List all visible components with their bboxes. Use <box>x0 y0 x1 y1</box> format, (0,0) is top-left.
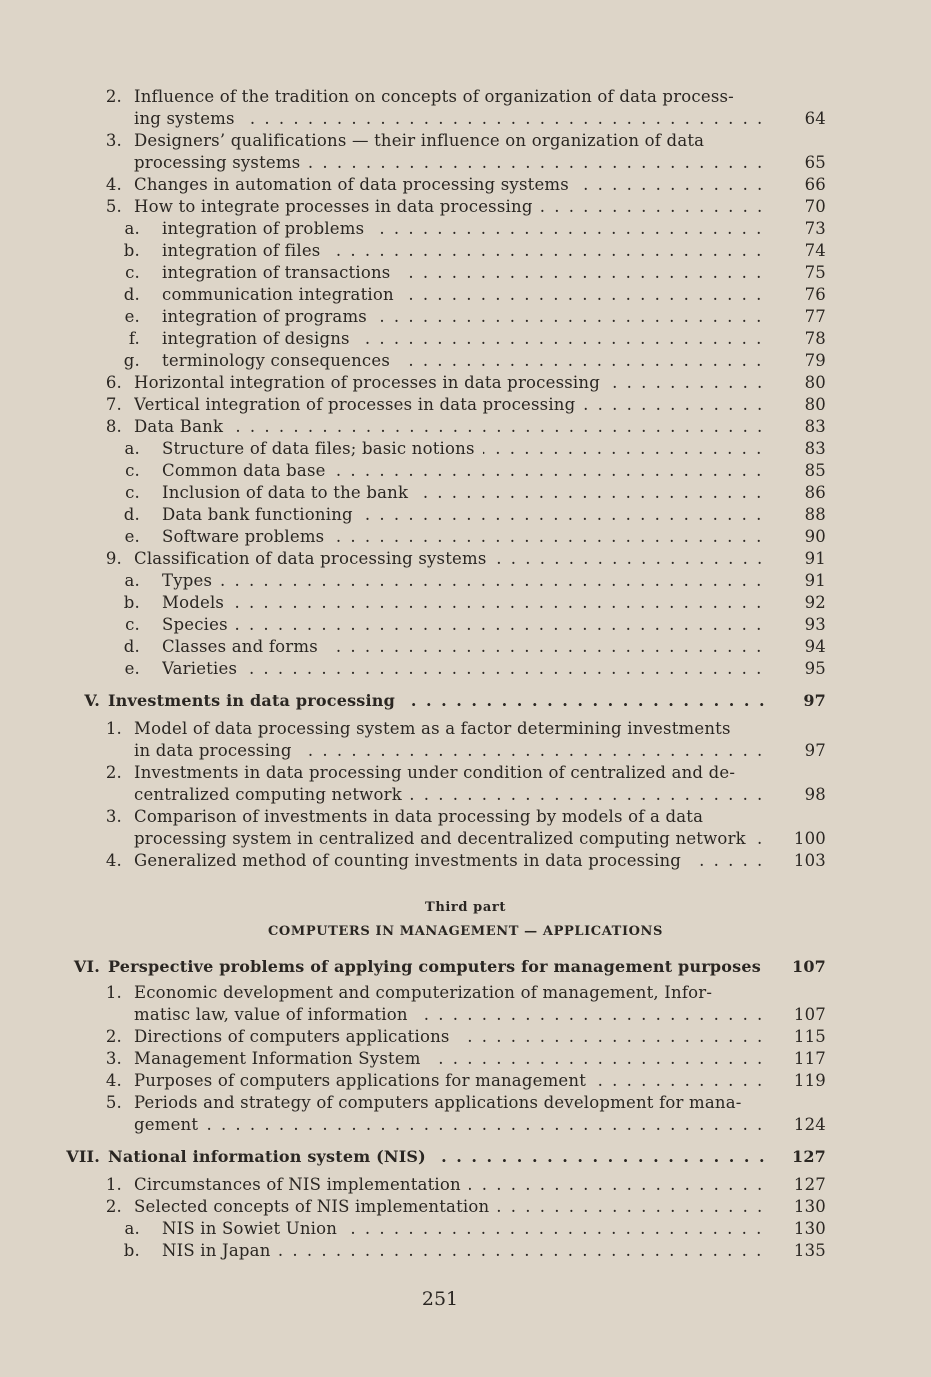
toc-entry-text: Comparison of investments in data processing by models of a data <box>134 807 711 826</box>
toc-entry-text: Vertical integration of processes in data processing <box>134 395 583 414</box>
toc-page-number: 100 <box>793 829 826 848</box>
part-title: COMPUTERS IN MANAGEMENT — APPLICATIONS <box>267 924 664 939</box>
toc-entry-text: Investments in data processing <box>108 691 403 710</box>
toc-entry-text: Investments in data processing under condition of centralized and de- <box>134 763 743 782</box>
toc-page-number: 94 <box>804 637 826 656</box>
toc-entry-text: integration of programs <box>162 307 375 326</box>
toc-entry-text: terminology consequences <box>162 351 398 370</box>
toc-page-number: 66 <box>804 175 826 194</box>
toc-entry-number: 1. <box>105 983 122 1002</box>
toc-entry-number: b. <box>123 1241 140 1260</box>
toc-entry-text: centralized computing network <box>134 785 410 804</box>
toc-page-number: 107 <box>792 957 826 976</box>
toc-entry-text: gement <box>134 1115 206 1134</box>
toc-entry-text: in data processing <box>134 741 300 760</box>
toc-page-number: 92 <box>804 593 826 612</box>
toc-entry-number: 5. <box>105 1093 122 1112</box>
toc-entry-number: 4. <box>105 851 122 870</box>
toc-entry-text: Perspective problems of applying computers for management purposes <box>108 957 769 976</box>
toc-entry-number: 6. <box>105 373 122 392</box>
toc-entry-number: 9. <box>105 549 122 568</box>
toc-page-number: 78 <box>804 329 826 348</box>
toc-entry-number: e. <box>124 659 140 678</box>
toc-entry-text: Horizontal integration of processes in data processing <box>134 373 608 392</box>
toc-page-number: 88 <box>804 505 826 524</box>
toc-entry-text: integration of transactions <box>162 263 398 282</box>
toc-entry-number: VI. <box>73 957 100 976</box>
toc-entry-text: Varieties <box>162 659 245 678</box>
toc-entry-number: 3. <box>105 807 122 826</box>
toc-entry-text: Software problems <box>162 527 332 546</box>
toc-entry-text: matisc law, value of information <box>134 1005 416 1024</box>
toc-page-number: 119 <box>793 1071 826 1090</box>
toc-page-number: 70 <box>804 197 826 216</box>
toc-entry-number: c. <box>125 615 140 634</box>
toc-entry-number: c. <box>125 461 140 480</box>
toc-entry-number: g. <box>123 351 140 370</box>
toc-entry-text: Management Information System <box>134 1049 429 1068</box>
toc-entry-number: d. <box>123 285 140 304</box>
toc-entry-number: V. <box>84 691 100 710</box>
toc-page-number: 117 <box>793 1049 826 1068</box>
toc-entry-number: d. <box>123 505 140 524</box>
toc-entry-text: processing system in centralized and decentralized computing network <box>134 829 754 848</box>
toc-page-number: 80 <box>804 373 826 392</box>
toc-page-number: 130 <box>793 1197 826 1216</box>
toc-entry-text: National information system (NIS) <box>108 1147 434 1166</box>
toc-entry-number: 2. <box>105 87 122 106</box>
toc-entry-number: e. <box>124 527 140 546</box>
toc-entry-number: a. <box>124 439 140 458</box>
toc-page-number: 77 <box>804 307 826 326</box>
toc-entry-text: Common data base <box>162 461 334 480</box>
toc-entry-text: Classification of data processing systems <box>134 549 495 568</box>
toc-entry-text: processing systems <box>134 153 308 172</box>
toc-entry-text: communication integration <box>162 285 402 304</box>
toc-entry-number: c. <box>125 263 140 282</box>
toc-entry-number: 4. <box>105 175 122 194</box>
toc-entry-number: d. <box>123 637 140 656</box>
toc-entry-number: e. <box>124 307 140 326</box>
toc-entry-text: How to integrate processes in data processing <box>134 197 541 216</box>
toc-entry-text: Selected concepts of NIS implementation <box>134 1197 497 1216</box>
toc-entry-number: 3. <box>105 131 122 150</box>
part-heading: Third part <box>425 900 506 915</box>
toc-page-number: 73 <box>804 219 826 238</box>
toc-page-number: 103 <box>793 851 826 870</box>
toc-page-number: 98 <box>804 785 826 804</box>
toc-entry-text: Data Bank <box>134 417 231 436</box>
toc-entry-text: Periods and strategy of computers applications development for mana- <box>134 1093 750 1112</box>
toc-page-number: 127 <box>793 1175 826 1194</box>
toc-entry-text: Directions of computers applications <box>134 1027 458 1046</box>
toc-entry-text: NIS in Japan <box>162 1241 279 1260</box>
toc-entry-text: Data bank functioning <box>162 505 361 524</box>
toc-page-number: 83 <box>804 439 826 458</box>
toc-entry-text: Generalized method of counting investments in data processing <box>134 851 689 870</box>
toc-entry-number: a. <box>124 571 140 590</box>
toc-page-number: 65 <box>804 153 826 172</box>
toc-entry-number: a. <box>124 219 140 238</box>
toc-page-number: 97 <box>803 691 826 710</box>
toc-page-number: 97 <box>804 741 826 760</box>
toc-entry-number: f. <box>128 329 140 348</box>
toc-entry-text: Purposes of computers applications for management <box>134 1071 594 1090</box>
toc-page-number: 90 <box>804 527 826 546</box>
toc-entry-number: 2. <box>105 1027 122 1046</box>
toc-page-number: 86 <box>804 483 826 502</box>
toc-entry-text: Economic development and computerization of management, Infor- <box>134 983 720 1002</box>
toc-entry-number: 1. <box>105 719 122 738</box>
toc-entry-number: 1. <box>105 1175 122 1194</box>
toc-page-number: 74 <box>804 241 826 260</box>
toc-entry-text: integration of problems <box>162 219 372 238</box>
toc-entry-text: Species <box>162 615 236 634</box>
toc-entry-text: Classes and forms <box>162 637 326 656</box>
toc-page-number: 124 <box>793 1115 826 1134</box>
toc-entry-text: Designers’ qualifications — their influence on organization of data <box>134 131 712 150</box>
toc-entry-text: Types <box>162 571 220 590</box>
toc-page-number: 130 <box>793 1219 826 1238</box>
toc-page-number: 91 <box>804 571 826 590</box>
toc-entry-text: Inclusion of data to the bank <box>162 483 416 502</box>
toc-entry-text: integration of designs <box>162 329 358 348</box>
toc-page-number: 75 <box>804 263 826 282</box>
toc-entry-number: 2. <box>105 1197 122 1216</box>
toc-entry-text: Influence of the tradition on concepts of organization of data process- <box>134 87 742 106</box>
toc-page-number: 107 <box>793 1005 826 1024</box>
toc-entry-text: Changes in automation of data processing systems <box>134 175 577 194</box>
toc-entry-text: NIS in Sowiet Union <box>162 1219 345 1238</box>
toc-page-number: 115 <box>793 1027 826 1046</box>
toc-page-number: 91 <box>804 549 826 568</box>
toc-entry-text: Structure of data files; basic notions <box>162 439 483 458</box>
toc-entry-text: Model of data processing system as a factor determining investments <box>134 719 739 738</box>
page-folio: 251 <box>421 1288 459 1310</box>
toc-entry-number: 3. <box>105 1049 122 1068</box>
toc-page-number: 135 <box>793 1241 826 1260</box>
toc-entry-number: 7. <box>105 395 122 414</box>
toc-entry-number: 5. <box>105 197 122 216</box>
toc-page-number: 127 <box>792 1147 826 1166</box>
toc-entry-number: a. <box>124 1219 140 1238</box>
toc-page-number: 83 <box>804 417 826 436</box>
toc-page-number: 76 <box>804 285 826 304</box>
toc-page-number: 64 <box>804 109 826 128</box>
toc-page-number: 85 <box>804 461 826 480</box>
toc-entry-text: Circumstances of NIS implementation <box>134 1175 469 1194</box>
toc-entry-text: Models <box>162 593 232 612</box>
toc-entry-text: ing systems <box>134 109 243 128</box>
toc-entry-number: 8. <box>105 417 122 436</box>
toc-page-number: 93 <box>804 615 826 634</box>
toc-page-number: 95 <box>804 659 826 678</box>
toc-entry-text: integration of files <box>162 241 328 260</box>
toc-page-number: 80 <box>804 395 826 414</box>
toc-entry-number: VII. <box>66 1147 100 1166</box>
toc-entry-number: c. <box>125 483 140 502</box>
toc-entry-number: 2. <box>105 763 122 782</box>
toc-page-number: 79 <box>804 351 826 370</box>
toc-entry-number: 4. <box>105 1071 122 1090</box>
toc-entry-number: b. <box>123 593 140 612</box>
toc-entry-number: b. <box>123 241 140 260</box>
